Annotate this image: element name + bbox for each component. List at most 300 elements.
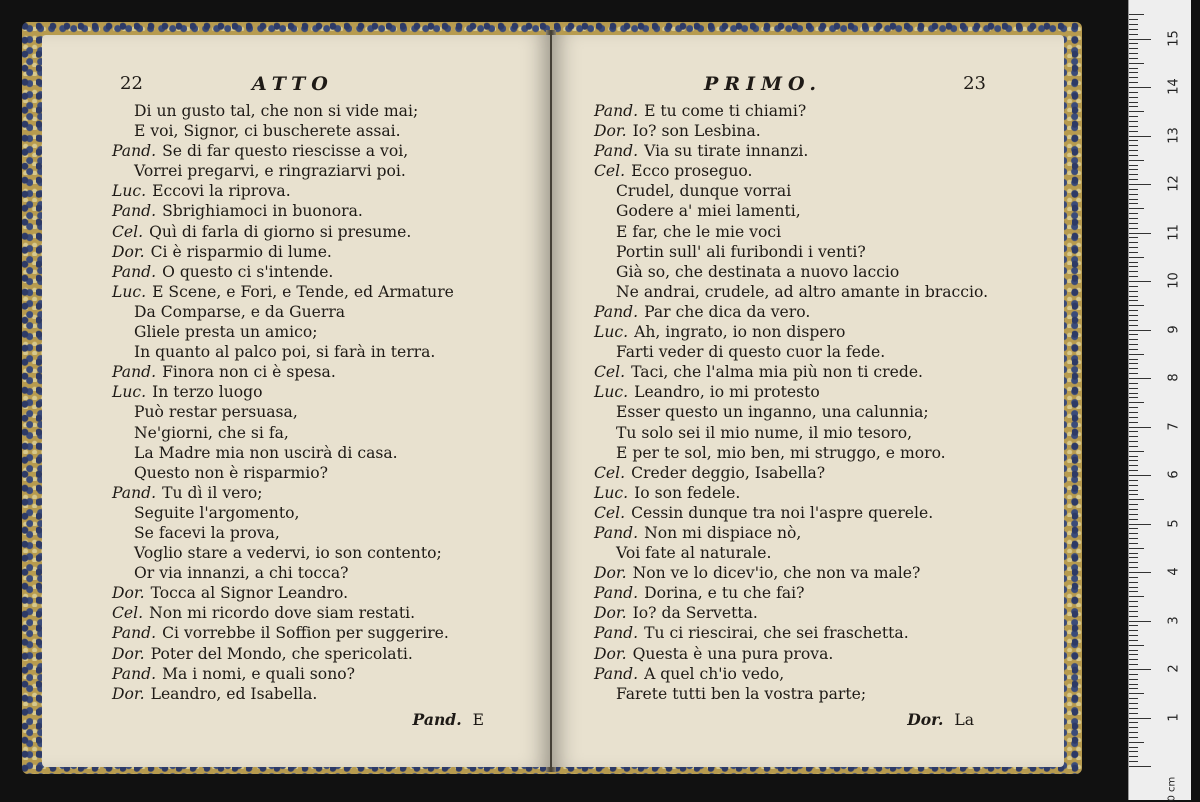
right-catchword [907, 710, 974, 729]
ruler-tick [1129, 659, 1138, 660]
ruler-tick [1129, 223, 1138, 224]
ruler-tick [1129, 630, 1138, 631]
speaker-name: Luc. [112, 282, 147, 301]
speaker-name: Luc. [112, 182, 147, 201]
ruler-tick [1129, 524, 1151, 525]
ruler-tick [1129, 354, 1144, 355]
text-line [112, 302, 542, 322]
text-line [112, 644, 542, 664]
ruler-tick [1129, 363, 1138, 364]
ruler-tick [1129, 213, 1138, 214]
line-text: Finora non ci è spesa. [162, 363, 336, 382]
ruler-tick [1129, 703, 1138, 704]
ruler-tick [1129, 756, 1138, 757]
ruler-tick [1129, 271, 1138, 272]
ruler-tick [1129, 368, 1138, 369]
line-text: Poter del Mondo, che spericolati. [150, 644, 413, 663]
ruler-tick [1129, 77, 1138, 78]
text-line [112, 181, 542, 201]
ruler-tick [1129, 106, 1138, 107]
ruler-tick [1129, 262, 1138, 263]
speaker-name: Pand. [594, 523, 639, 542]
ruler-tick [1129, 315, 1138, 316]
line-text: La Madre mia non uscirà di casa. [134, 443, 398, 462]
text-line [112, 563, 542, 583]
ruler-tick [1129, 751, 1138, 752]
text-line [112, 342, 542, 362]
ruler-tick [1129, 155, 1138, 156]
line-text: Cessin dunque tra noi l'aspre querele. [631, 503, 934, 522]
ruler-tick [1129, 635, 1138, 636]
ruler-tick [1129, 460, 1138, 461]
text-line [594, 302, 1024, 322]
ruler-tick [1129, 237, 1138, 238]
text-line [594, 121, 1024, 141]
line-text: Se di far questo riescisse a voi, [162, 142, 409, 161]
ruler-tick [1129, 684, 1138, 685]
ruler-tick [1129, 68, 1138, 69]
ruler-label: 10 [1166, 272, 1182, 289]
ruler-tick [1129, 14, 1144, 15]
speaker-name: Luc. [594, 483, 629, 502]
line-text: Seguite l'argomento, [134, 503, 300, 522]
speaker-name: Dor. [594, 122, 627, 141]
ruler-tick [1129, 339, 1138, 340]
text-line [594, 523, 1024, 543]
ruler-tick [1129, 417, 1138, 418]
line-text: Via su tirate innanzi. [644, 142, 809, 161]
ruler-tick [1129, 742, 1144, 743]
ruler-tick [1129, 97, 1138, 98]
speaker-name: Pand. [112, 624, 157, 643]
speaker-name: Dor. [594, 644, 627, 663]
ruler-tick [1129, 344, 1138, 345]
line-text: Se facevi la prova, [134, 523, 280, 542]
ruler-label: 1 [1166, 712, 1182, 722]
text-line [594, 644, 1024, 664]
ruler-tick [1129, 39, 1151, 40]
text-line [112, 423, 542, 443]
ruler-tick [1129, 490, 1138, 491]
line-text: Par che dica da vero. [644, 302, 811, 321]
text-line [594, 282, 1024, 302]
text-line [112, 242, 542, 262]
right-page-number: 23 [963, 73, 986, 94]
ruler-tick [1129, 82, 1138, 83]
left-page-header [42, 73, 550, 101]
line-text: Leandro, ed Isabella. [150, 684, 318, 703]
line-text: E far, che le mie voci [616, 222, 782, 241]
ruler-tick [1129, 247, 1138, 248]
text-line [594, 623, 1024, 643]
line-text: Voi fate al naturale. [616, 544, 772, 563]
ruler-tick [1129, 625, 1138, 626]
ruler-tick [1129, 664, 1138, 665]
ruler-tick [1129, 718, 1151, 719]
ruler-label: 6 [1166, 470, 1182, 479]
ruler-tick [1129, 674, 1138, 675]
ruler-tick [1129, 63, 1144, 64]
ruler-tick [1129, 688, 1138, 689]
line-text: Dorina, e tu che fai? [644, 584, 805, 603]
line-text: Ci vorrebbe il Soffion per suggerire. [162, 624, 449, 643]
ruler-tick [1129, 58, 1138, 59]
measurement-ruler [1128, 0, 1191, 800]
text-line [112, 623, 542, 643]
text-line [594, 543, 1024, 563]
ruler-tick [1129, 572, 1151, 573]
ruler-tick [1129, 640, 1138, 641]
line-text: E per te sol, mio ben, mi struggo, e moro. [616, 443, 946, 462]
ruler-unit: 0 cm [1166, 776, 1178, 802]
speaker-name: Pand. [112, 202, 157, 221]
ruler-tick [1129, 320, 1138, 321]
text-line [594, 141, 1024, 161]
text-line [594, 664, 1024, 684]
ruler-tick [1129, 300, 1138, 301]
text-line [594, 503, 1024, 523]
line-text: Quì di farla di giorno si presume. [149, 222, 412, 241]
ruler-tick [1129, 519, 1138, 520]
catchword-speaker: Pand. [412, 710, 462, 729]
text-line [594, 181, 1024, 201]
ruler-tick [1129, 383, 1138, 384]
ruler-tick [1129, 596, 1144, 597]
line-text: Vorrei pregarvi, e ringraziarvi poi. [134, 162, 406, 181]
text-line [594, 101, 1024, 121]
line-text: E tu come ti chiami? [644, 102, 807, 120]
text-line [594, 483, 1024, 503]
ruler-label: 11 [1166, 223, 1182, 241]
line-text: Io? son Lesbina. [632, 122, 761, 141]
ruler-tick [1129, 276, 1138, 277]
ruler-tick [1129, 48, 1138, 49]
ruler-tick [1129, 121, 1138, 122]
line-text: Or via innanzi, a chi tocca? [134, 564, 349, 583]
ruler-tick [1129, 577, 1138, 578]
ruler-tick [1129, 601, 1138, 602]
ruler-tick [1129, 281, 1151, 282]
text-line [112, 262, 542, 282]
speaker-name: Dor. [112, 644, 145, 663]
line-text: Portin sull' ali furibondi i venti? [616, 242, 866, 261]
speaker-name: Pand. [112, 664, 157, 683]
ruler-tick [1129, 446, 1138, 447]
line-text: E Scene, e Fori, e Tende, ed Armature [152, 282, 454, 301]
line-text: Tu solo sei il mio nume, il mio tesoro, [616, 423, 913, 442]
line-text: A quel ch'io vedo, [644, 664, 785, 683]
line-text: E voi, Signor, ci buscherete assai. [134, 122, 401, 141]
ruler-tick [1129, 451, 1144, 452]
ruler-tick [1129, 43, 1138, 44]
right-page-header [552, 73, 1064, 101]
right-running-head: PRIMO. [704, 73, 823, 95]
ruler-tick [1129, 407, 1138, 408]
ruler-tick [1129, 412, 1138, 413]
line-text: Tocca al Signor Leandro. [150, 584, 349, 603]
ruler-tick [1129, 480, 1138, 481]
line-text: Gliele presta un amico; [134, 323, 318, 342]
catchword-text: La [954, 711, 974, 729]
ruler-tick [1129, 179, 1138, 180]
ruler-tick [1129, 485, 1138, 486]
ruler-label: 2 [1166, 664, 1182, 673]
ruler-tick [1129, 189, 1138, 190]
line-text: Ci è risparmio di lume. [150, 242, 332, 261]
ruler-tick [1129, 286, 1138, 287]
ruler-tick [1129, 174, 1138, 175]
text-line [594, 423, 1024, 443]
line-text: Questa è una pura prova. [632, 644, 834, 663]
ruler-tick [1129, 34, 1138, 35]
ruler-label: 7 [1166, 421, 1182, 431]
text-line [594, 342, 1024, 362]
ruler-label: 13 [1166, 126, 1182, 144]
line-text: Non mi ricordo dove siam restati. [149, 604, 416, 623]
left-running-head: ATTO [252, 73, 334, 95]
text-line [594, 402, 1024, 422]
left-page [42, 35, 550, 767]
line-text: Voglio stare a vedervi, io son contento; [134, 544, 442, 563]
line-text: In terzo luogo [152, 383, 263, 402]
line-text: Farti veder di questo cuor la fede. [616, 343, 886, 362]
left-page-number: 22 [120, 73, 143, 94]
speaker-name: Cel. [594, 463, 626, 482]
speaker-name: Cel. [112, 604, 144, 623]
ruler-tick [1129, 349, 1138, 350]
line-text: Leandro, io mi protesto [634, 383, 820, 402]
ruler-tick [1129, 131, 1138, 132]
ruler-tick [1129, 140, 1138, 141]
speaker-name: Luc. [594, 323, 629, 342]
line-text: Godere a' miei lamenti, [616, 202, 801, 221]
ruler-tick [1129, 388, 1138, 389]
text-line [112, 141, 542, 161]
line-text: Sbrighiamoci in buonora. [162, 202, 363, 221]
text-line [594, 583, 1024, 603]
ruler-tick [1129, 203, 1138, 204]
text-line [112, 282, 542, 302]
text-line [112, 201, 542, 221]
line-text: O questo ci s'intende. [162, 262, 334, 281]
line-text: Io? da Servetta. [632, 604, 758, 623]
ruler-tick [1129, 587, 1138, 588]
ruler-tick [1129, 199, 1138, 200]
text-line [112, 503, 542, 523]
speaker-name: Pand. [112, 142, 157, 161]
text-line [112, 443, 542, 463]
speaker-name: Dor. [112, 242, 145, 261]
ruler-tick [1129, 242, 1138, 243]
ruler-tick [1129, 441, 1138, 442]
ruler-tick [1129, 184, 1151, 185]
text-line [594, 684, 1024, 704]
ruler-tick [1129, 252, 1138, 253]
ruler-tick [1129, 53, 1138, 54]
ruler-tick [1129, 145, 1138, 146]
ruler-tick [1129, 126, 1138, 127]
ruler-tick [1129, 373, 1138, 374]
ruler-tick [1129, 606, 1138, 607]
ruler-tick [1129, 698, 1138, 699]
ruler-tick [1129, 693, 1144, 694]
text-line [594, 443, 1024, 463]
ruler-tick [1129, 334, 1138, 335]
text-line [594, 161, 1024, 181]
ruler-tick [1129, 616, 1138, 617]
ruler-tick [1129, 116, 1138, 117]
ruler-tick [1129, 499, 1144, 500]
line-text: Ah, ingrato, io non dispero [634, 323, 846, 342]
text-line [594, 222, 1024, 242]
speaker-name: Dor. [112, 684, 145, 703]
text-line [112, 463, 542, 483]
line-text: Taci, che l'alma mia più non ti crede. [631, 363, 924, 382]
ruler-tick [1129, 591, 1138, 592]
ruler-tick [1129, 650, 1138, 651]
text-line [112, 483, 542, 503]
ruler-label: 9 [1166, 324, 1182, 334]
speaker-name: Pand. [112, 262, 157, 281]
text-line [112, 382, 542, 402]
line-text: Non mi dispiace nò, [644, 523, 802, 542]
ruler-tick [1129, 111, 1144, 112]
ruler-label: 14 [1166, 78, 1182, 95]
line-text: Ne andrai, crudele, ad altro amante in braccio. [616, 282, 989, 301]
text-line [112, 543, 542, 563]
ruler-tick [1129, 393, 1138, 394]
ruler-tick [1129, 72, 1138, 73]
ruler-tick [1129, 567, 1138, 568]
ruler-tick [1129, 475, 1151, 476]
speaker-name: Cel. [594, 503, 626, 522]
text-line [112, 222, 542, 242]
line-text: Già so, che destinata a nuovo laccio [616, 262, 900, 281]
ruler-tick [1129, 645, 1144, 646]
ruler-tick [1129, 727, 1138, 728]
ruler-tick [1129, 378, 1151, 379]
ruler-tick [1129, 422, 1138, 423]
text-line [112, 583, 542, 603]
ruler-tick [1129, 218, 1138, 219]
ruler-tick [1129, 169, 1138, 170]
ruler-tick [1129, 136, 1151, 137]
text-line [112, 362, 542, 382]
ruler-tick [1129, 528, 1138, 529]
ruler-tick [1129, 305, 1144, 306]
ruler-tick [1129, 402, 1144, 403]
line-text: Tu dì il vero; [162, 483, 263, 502]
ruler-label: 8 [1166, 373, 1182, 382]
speaker-name: Luc. [594, 383, 629, 402]
ruler-tick [1129, 325, 1138, 326]
text-line [594, 463, 1024, 483]
ruler-tick [1129, 504, 1138, 505]
ruler-tick [1129, 427, 1151, 428]
line-text: Crudel, dunque vorrai [616, 182, 792, 201]
text-line [112, 523, 542, 543]
ruler-tick [1129, 92, 1138, 93]
ruler-tick [1129, 582, 1138, 583]
ruler-tick [1129, 24, 1138, 25]
speaker-name: Dor. [112, 584, 145, 603]
ruler-tick [1129, 732, 1138, 733]
line-text: Farete tutti ben la vostra parte; [616, 684, 867, 703]
ruler-label: 12 [1166, 175, 1182, 192]
ruler-tick [1129, 359, 1138, 360]
ruler-tick [1129, 553, 1138, 554]
ruler-tick [1129, 494, 1138, 495]
ruler-tick [1129, 233, 1151, 234]
text-line [112, 603, 542, 623]
ruler-tick [1129, 708, 1138, 709]
text-line [112, 121, 542, 141]
text-line [112, 664, 542, 684]
speaker-name: Pand. [594, 142, 639, 161]
ruler-tick [1129, 543, 1138, 544]
line-text: Può restar persuasa, [134, 403, 298, 422]
ruler-tick [1129, 228, 1138, 229]
speaker-name: Pand. [594, 302, 639, 321]
text-line [594, 201, 1024, 221]
text-line [594, 262, 1024, 282]
line-text: Non ve lo dicev'io, che non va male? [632, 564, 921, 583]
ruler-tick [1129, 747, 1138, 748]
ruler-tick [1129, 160, 1144, 161]
ruler-tick [1129, 538, 1138, 539]
ruler-tick [1129, 509, 1138, 510]
line-text: Esser questo un inganno, una calunnia; [616, 403, 929, 422]
ruler-tick [1129, 737, 1138, 738]
speaker-name: Pand. [594, 102, 639, 120]
line-text: Io son fedele. [634, 483, 741, 502]
ruler-tick [1129, 330, 1151, 331]
ruler-tick [1129, 456, 1138, 457]
speaker-name: Pand. [594, 664, 639, 683]
ruler-label: 15 [1166, 29, 1182, 47]
ruler-tick [1129, 102, 1138, 103]
line-text: Ma i nomi, e quali sono? [162, 664, 355, 683]
ruler-tick [1129, 194, 1138, 195]
text-line [112, 402, 542, 422]
text-line [594, 382, 1024, 402]
line-text: Ne'giorni, che si fa, [134, 423, 289, 442]
ruler-tick [1129, 165, 1138, 166]
text-line [112, 101, 542, 121]
ruler-tick [1129, 431, 1138, 432]
text-line [112, 161, 542, 181]
catchword-speaker: Dor. [907, 710, 944, 729]
ruler-tick [1129, 533, 1138, 534]
speaker-name: Cel. [594, 162, 626, 181]
right-page-text [594, 101, 1024, 704]
ruler-tick [1129, 310, 1138, 311]
speaker-name: Dor. [594, 564, 627, 583]
line-text: Ecco proseguo. [631, 162, 753, 181]
ruler-tick [1129, 266, 1138, 267]
line-text: Da Comparse, e da Guerra [134, 302, 346, 321]
ruler-tick [1129, 465, 1138, 466]
ruler-label: 3 [1166, 615, 1182, 625]
text-line [112, 684, 542, 704]
ruler-tick [1129, 470, 1138, 471]
ruler-tick [1129, 436, 1138, 437]
ruler-tick [1129, 150, 1138, 151]
ruler-tick [1129, 548, 1144, 549]
line-text: Eccovi la riprova. [152, 182, 291, 201]
speaker-name: Pand. [112, 363, 157, 382]
ruler-tick [1129, 514, 1138, 515]
